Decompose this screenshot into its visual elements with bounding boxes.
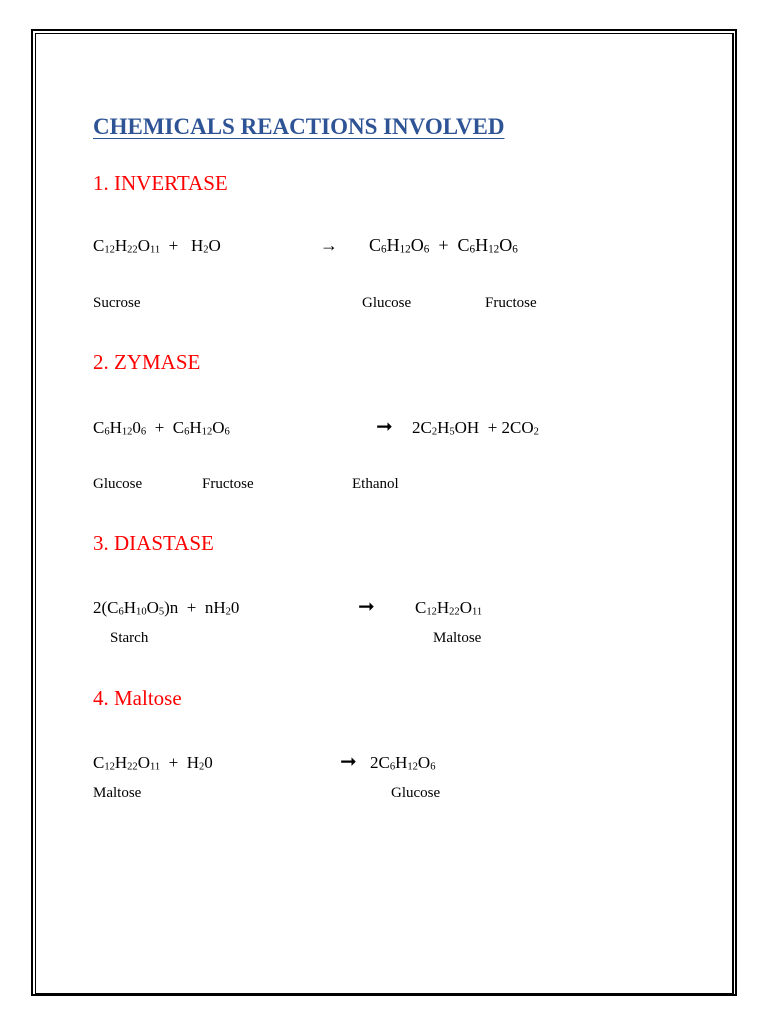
label-glucose: Glucose [93, 476, 143, 492]
label-glucose: Glucose [362, 295, 412, 311]
label-maltose: Maltose [433, 630, 482, 646]
invertase-arrow: → [320, 235, 338, 255]
invertase-reactants: $C_{12}H_{22}O_{11} + H_2O$ [93, 236, 221, 256]
reaction-heading-invertase: 1. INVERTASE [93, 171, 228, 195]
diastase-products: $C_{12}H_{22}O_{11}$ [415, 598, 483, 618]
reaction-heading-maltose: 4. Maltose [93, 686, 182, 710]
label-maltose: Maltose [93, 785, 142, 801]
maltose-reactants: $C_{12}H_{22}O_{11} + H_20$ [93, 753, 213, 773]
diastase-arrow: ➞ [358, 594, 375, 618]
label-ethanol: Ethanol [352, 476, 399, 492]
diastase-reactants: $2(C_6H_{10}O_5)n + nH_20$ [93, 598, 240, 618]
label-starch: Starch [110, 630, 149, 646]
label-fructose: Fructose [485, 295, 537, 311]
page-title: CHEMICALS REACTIONS INVOLVED [93, 114, 505, 139]
label-fructose: Fructose [202, 476, 254, 492]
invertase-products: $C_6H_{12}O_6 + C_6H_{12}O_6$ [369, 235, 518, 256]
zymase-reactants: $C_6H_{12}0_6 + C_6H_{12}O_6$ [93, 418, 230, 438]
label-sucrose: Sucrose [93, 295, 141, 311]
maltose-arrow: ➞ [340, 749, 357, 773]
reaction-heading-diastase: 3. DIASTASE [93, 531, 214, 555]
zymase-products: $2C_2H_5OH + 2CO_2$ [412, 418, 539, 438]
zymase-arrow: ➞ [376, 414, 393, 438]
maltose-products: $2C_6H_{12}O_6$ [370, 753, 436, 773]
reaction-heading-zymase: 2. ZYMASE [93, 350, 201, 374]
label-glucose: Glucose [391, 785, 441, 801]
